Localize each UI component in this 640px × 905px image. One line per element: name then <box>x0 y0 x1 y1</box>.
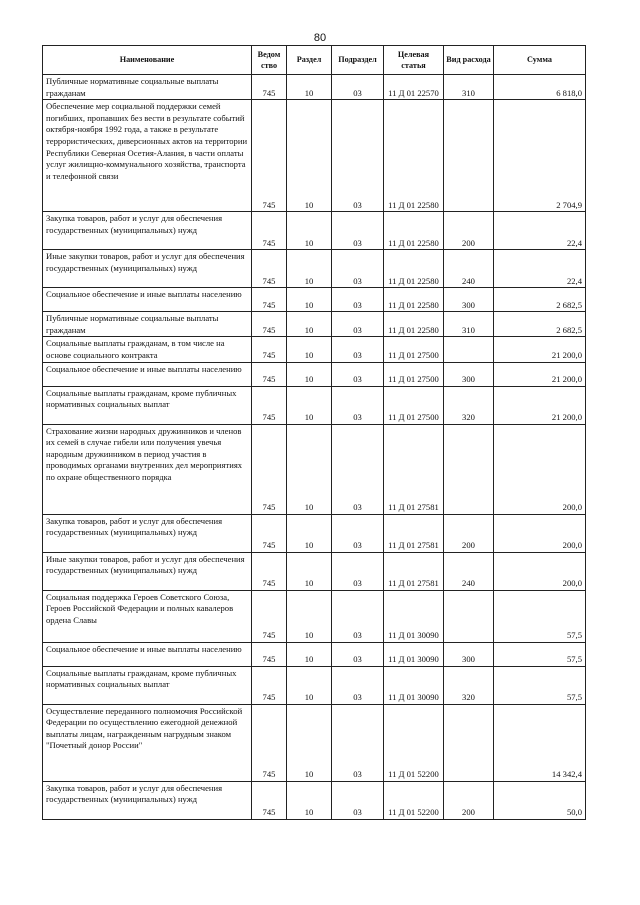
cell-summa: 2 682,5 <box>494 288 586 312</box>
cell-podrazdel: 03 <box>332 704 384 781</box>
cell-vid: 300 <box>444 288 494 312</box>
cell-razdel: 10 <box>287 552 332 590</box>
cell-ved: 745 <box>252 781 287 819</box>
cell-name: Публичные нормативные социальные выплаты гражданам <box>43 312 252 337</box>
cell-razdel: 10 <box>287 212 332 250</box>
cell-razdel: 10 <box>287 424 332 514</box>
table-row <box>43 642 586 666</box>
cell-razdel: 10 <box>287 590 332 642</box>
cell-celevaya: 11 Д 01 30090 <box>384 590 444 642</box>
cell-podrazdel: 03 <box>332 666 384 704</box>
cell-vid: 200 <box>444 781 494 819</box>
cell-vid <box>444 100 494 212</box>
cell-summa: 57,5 <box>494 590 586 642</box>
cell-razdel: 10 <box>287 514 332 552</box>
cell-summa: 200,0 <box>494 552 586 590</box>
table-row <box>43 666 586 704</box>
cell-celevaya: 11 Д 01 30090 <box>384 642 444 666</box>
cell-podrazdel: 03 <box>332 75 384 100</box>
cell-celevaya: 11 Д 01 22580 <box>384 288 444 312</box>
cell-podrazdel: 03 <box>332 642 384 666</box>
cell-celevaya: 11 Д 01 27581 <box>384 424 444 514</box>
cell-ved: 745 <box>252 288 287 312</box>
cell-celevaya: 11 Д 01 27500 <box>384 362 444 386</box>
table-row <box>43 362 586 386</box>
table-row <box>43 514 586 552</box>
cell-razdel: 10 <box>287 781 332 819</box>
cell-razdel: 10 <box>287 362 332 386</box>
cell-celevaya: 11 Д 01 22570 <box>384 75 444 100</box>
cell-ved: 745 <box>252 642 287 666</box>
cell-razdel: 10 <box>287 642 332 666</box>
table-header-row <box>43 46 586 75</box>
cell-celevaya: 11 Д 01 27500 <box>384 386 444 424</box>
cell-celevaya: 11 Д 01 52200 <box>384 781 444 819</box>
cell-summa: 57,5 <box>494 666 586 704</box>
table-row <box>43 75 586 100</box>
cell-celevaya: 11 Д 01 27581 <box>384 552 444 590</box>
table-body <box>43 75 586 820</box>
cell-summa: 22,4 <box>494 250 586 288</box>
cell-vid: 240 <box>444 250 494 288</box>
cell-summa: 14 342,4 <box>494 704 586 781</box>
cell-name: Закупка товаров, работ и услуг для обеспечения государственных (муниципальных) нужд <box>43 781 252 819</box>
cell-razdel: 10 <box>287 288 332 312</box>
cell-razdel: 10 <box>287 250 332 288</box>
cell-razdel: 10 <box>287 666 332 704</box>
cell-name: Иные закупки товаров, работ и услуг для обеспечения государственных (муниципальных) нужд <box>43 552 252 590</box>
cell-celevaya: 11 Д 01 22580 <box>384 100 444 212</box>
cell-razdel: 10 <box>287 386 332 424</box>
cell-name: Осуществление переданного полномочия Российской Федерации по осуществлению ежегодной денежной выплаты лицам, награжденным нагрудным знаком "Почетный донор России" <box>43 704 252 781</box>
cell-ved: 745 <box>252 386 287 424</box>
table-row <box>43 552 586 590</box>
cell-celevaya: 11 Д 01 22580 <box>384 212 444 250</box>
cell-name: Иные закупки товаров, работ и услуг для обеспечения государственных (муниципальных) нужд <box>43 250 252 288</box>
table-row <box>43 590 586 642</box>
cell-summa: 2 682,5 <box>494 312 586 337</box>
cell-podrazdel: 03 <box>332 250 384 288</box>
page-number: 80 <box>313 32 327 44</box>
cell-name: Закупка товаров, работ и услуг для обеспечения государственных (муниципальных) нужд <box>43 212 252 250</box>
cell-podrazdel: 03 <box>332 212 384 250</box>
cell-vid: 320 <box>444 386 494 424</box>
cell-podrazdel: 03 <box>332 424 384 514</box>
cell-summa: 200,0 <box>494 514 586 552</box>
cell-name: Закупка товаров, работ и услуг для обеспечения государственных (муниципальных) нужд <box>43 514 252 552</box>
cell-celevaya: 11 Д 01 52200 <box>384 704 444 781</box>
header-summa: Сумма <box>494 46 586 75</box>
cell-vid <box>444 704 494 781</box>
cell-summa: 21 200,0 <box>494 337 586 362</box>
table-row <box>43 337 586 362</box>
cell-razdel: 10 <box>287 704 332 781</box>
cell-razdel: 10 <box>287 312 332 337</box>
cell-ved: 745 <box>252 312 287 337</box>
cell-summa: 200,0 <box>494 424 586 514</box>
cell-ved: 745 <box>252 362 287 386</box>
table-row <box>43 704 586 781</box>
table-row <box>43 312 586 337</box>
cell-celevaya: 11 Д 01 27500 <box>384 337 444 362</box>
cell-summa: 22,4 <box>494 212 586 250</box>
cell-name: Социальные выплаты гражданам, в том числе на основе социального контракта <box>43 337 252 362</box>
cell-podrazdel: 03 <box>332 781 384 819</box>
cell-vid: 320 <box>444 666 494 704</box>
cell-summa: 21 200,0 <box>494 362 586 386</box>
cell-summa: 2 704,9 <box>494 100 586 212</box>
cell-name: Публичные нормативные социальные выплаты гражданам <box>43 75 252 100</box>
cell-vid: 240 <box>444 552 494 590</box>
table-row <box>43 781 586 819</box>
cell-name: Социальное обеспечение и иные выплаты населению <box>43 642 252 666</box>
cell-ved: 745 <box>252 514 287 552</box>
cell-podrazdel: 03 <box>332 337 384 362</box>
cell-vid: 200 <box>444 514 494 552</box>
cell-vid: 300 <box>444 642 494 666</box>
cell-name: Социальное обеспечение и иные выплаты населению <box>43 288 252 312</box>
cell-podrazdel: 03 <box>332 552 384 590</box>
cell-ved: 745 <box>252 552 287 590</box>
cell-razdel: 10 <box>287 100 332 212</box>
cell-podrazdel: 03 <box>332 312 384 337</box>
cell-name: Социальная поддержка Героев Советского Союза, Героев Российской Федерации и полных кавалеров ордена Славы <box>43 590 252 642</box>
header-name: Наименование <box>43 46 252 75</box>
cell-vid: 300 <box>444 362 494 386</box>
cell-name: Обеспечение мер социальной поддержки семей погибших, пропавших без вести в результате событий октября-ноября 1992 года, а также в результате террористических, диверсионных актов на территории Республики Северная Осетия-Алания, в части оплаты услуг жилищно-коммунального хозяйства, транспорта и телефонной связи <box>43 100 252 212</box>
cell-ved: 745 <box>252 424 287 514</box>
cell-ved: 745 <box>252 250 287 288</box>
cell-name: Социальное обеспечение и иные выплаты населению <box>43 362 252 386</box>
table-row <box>43 288 586 312</box>
cell-name: Социальные выплаты гражданам, кроме публичных нормативных социальных выплат <box>43 666 252 704</box>
cell-summa: 21 200,0 <box>494 386 586 424</box>
cell-podrazdel: 03 <box>332 288 384 312</box>
cell-vid <box>444 590 494 642</box>
cell-vid: 310 <box>444 312 494 337</box>
cell-ved: 745 <box>252 100 287 212</box>
cell-vid: 200 <box>444 212 494 250</box>
cell-vid <box>444 424 494 514</box>
table-row <box>43 212 586 250</box>
cell-celevaya: 11 Д 01 22580 <box>384 250 444 288</box>
table-row <box>43 424 586 514</box>
cell-ved: 745 <box>252 590 287 642</box>
cell-podrazdel: 03 <box>332 590 384 642</box>
cell-ved: 745 <box>252 75 287 100</box>
table-row <box>43 250 586 288</box>
cell-name: Страхование жизни народных дружинников и членов их семей в случае гибели или получения увечья народным дружинником в период участия в проводимых органами внутренних дел мероприятиях по охране общественного порядка <box>43 424 252 514</box>
cell-vid <box>444 337 494 362</box>
cell-summa: 6 818,0 <box>494 75 586 100</box>
cell-podrazdel: 03 <box>332 386 384 424</box>
cell-summa: 50,0 <box>494 781 586 819</box>
header-podrazdel: Подраздел <box>332 46 384 75</box>
cell-razdel: 10 <box>287 75 332 100</box>
cell-summa: 57,5 <box>494 642 586 666</box>
table-row <box>43 100 586 212</box>
header-vid: Вид расхода <box>444 46 494 75</box>
cell-razdel: 10 <box>287 337 332 362</box>
budget-table <box>42 45 586 820</box>
cell-ved: 745 <box>252 666 287 704</box>
cell-vid: 310 <box>444 75 494 100</box>
cell-name: Социальные выплаты гражданам, кроме публичных нормативных социальных выплат <box>43 386 252 424</box>
cell-celevaya: 11 Д 01 27581 <box>384 514 444 552</box>
cell-celevaya: 11 Д 01 30090 <box>384 666 444 704</box>
cell-ved: 745 <box>252 212 287 250</box>
header-ved: Ведом ство <box>252 46 287 75</box>
cell-podrazdel: 03 <box>332 514 384 552</box>
cell-podrazdel: 03 <box>332 100 384 212</box>
cell-ved: 745 <box>252 337 287 362</box>
header-razdel: Раздел <box>287 46 332 75</box>
cell-ved: 745 <box>252 704 287 781</box>
table-row <box>43 386 586 424</box>
cell-podrazdel: 03 <box>332 362 384 386</box>
cell-celevaya: 11 Д 01 22580 <box>384 312 444 337</box>
header-celevaya: Целевая статья <box>384 46 444 75</box>
